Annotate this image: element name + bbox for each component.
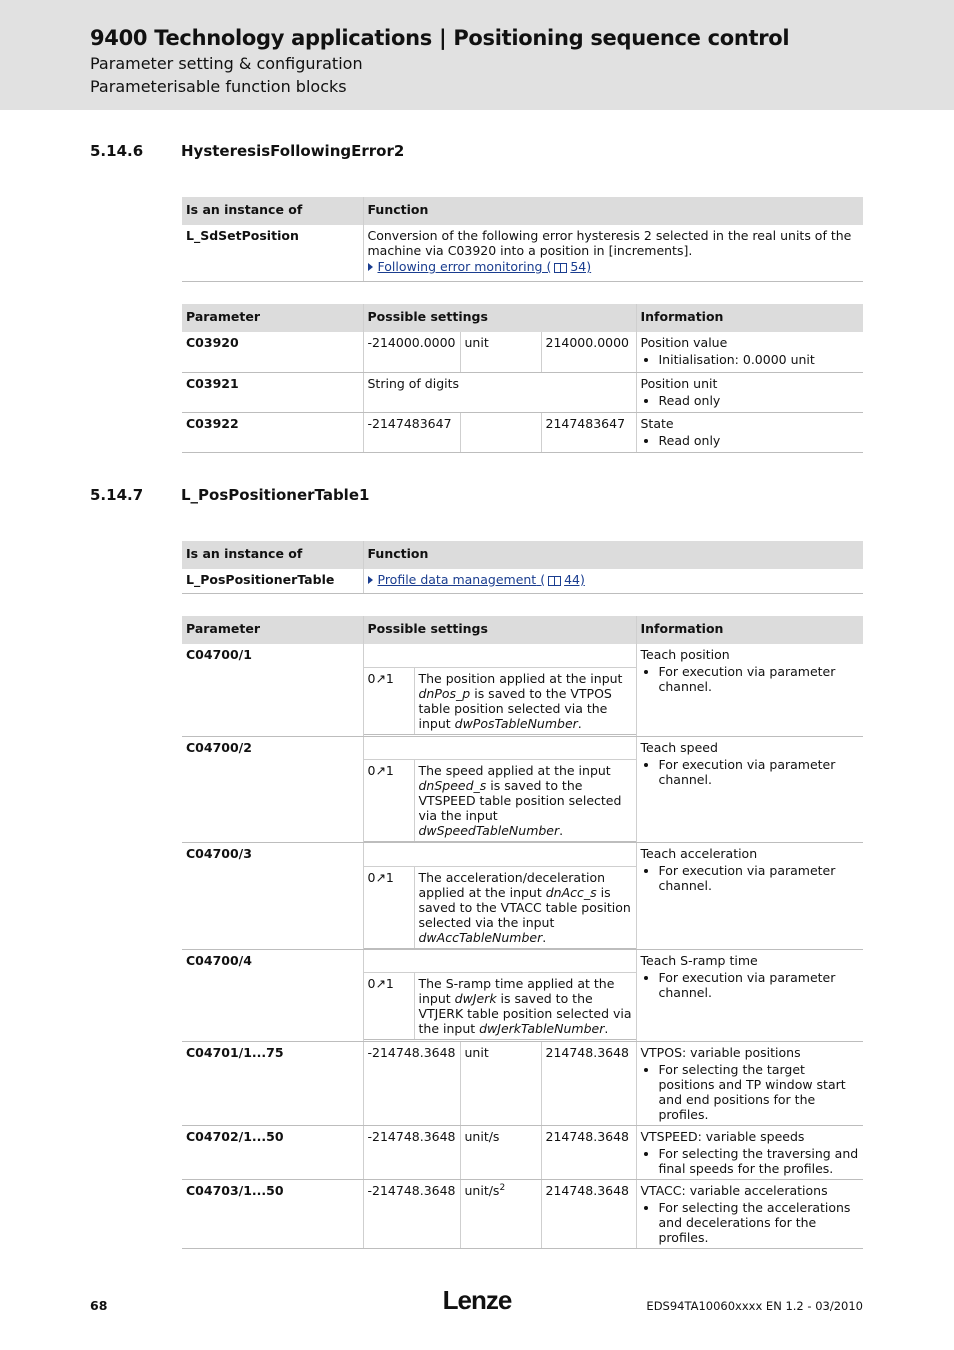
info-bullet: • For execution via parameter channel.	[659, 664, 860, 694]
param-max: 214000.0000	[541, 332, 636, 372]
profile-data-link[interactable]: Profile data management	[377, 572, 537, 587]
desc-text: .	[604, 1021, 609, 1036]
table-row	[182, 372, 863, 412]
unit-exponent: 2	[499, 1182, 506, 1193]
desc-text: .	[559, 823, 564, 838]
info-bullet: • For selecting the accelerations and decelerations for the profiles.	[659, 1200, 860, 1245]
desc-text: The position applied at the input	[418, 670, 623, 686]
setting-description	[414, 667, 636, 734]
unit-text: unit	[464, 1044, 489, 1060]
section-number: 5.14.6	[90, 142, 144, 160]
header-subtitle-1: Parameter setting & configuration	[90, 54, 363, 73]
param-code: C04701/1...75	[182, 1041, 363, 1125]
col-header-instance: Is an instance of	[182, 197, 363, 225]
section-heading-5-14-6	[90, 142, 404, 160]
param-unit	[460, 412, 541, 452]
param-unit	[460, 1125, 541, 1179]
instance-table-2	[182, 541, 863, 594]
info-bullet: • For selecting the target positions and TP window start and end positions for the profiles.	[659, 1062, 860, 1122]
param-info	[636, 372, 863, 412]
link-arrow-icon	[368, 576, 373, 584]
param-min: -2147483647	[363, 412, 460, 452]
info-title: Position value	[640, 335, 728, 350]
link-page-ref[interactable]: 54)	[570, 259, 592, 274]
col-header-settings: Possible settings	[363, 616, 636, 644]
info-title: VTACC: variable accelerations	[640, 1182, 828, 1198]
param-code: C04702/1...50	[182, 1125, 363, 1179]
col-header-parameter: Parameter	[182, 304, 363, 332]
desc-input-name: dwAccTableNumber	[418, 929, 543, 945]
desc-text: is saved to the VTJERK table position selected via the input	[418, 991, 632, 1036]
setting-description	[414, 973, 636, 1040]
header-subtitle-2: Parameterisable function blocks	[90, 77, 347, 96]
desc-input-name: dnSpeed_s	[418, 778, 487, 793]
param-max: 2147483647	[541, 412, 636, 452]
info-bullet: • Initialisation: 0.0000 unit	[659, 352, 860, 367]
param-info	[636, 332, 863, 372]
info-bullet: • Read only	[659, 433, 860, 448]
param-code: C04700/1	[182, 644, 363, 736]
info-bullet: • For execution via parameter channel.	[659, 863, 860, 893]
table-row	[182, 412, 863, 452]
param-unit	[460, 1041, 541, 1125]
col-header-function: Function	[363, 197, 863, 225]
section-number: 5.14.7	[90, 486, 144, 504]
info-bullet: • For selecting the traversing and final speeds for the profiles.	[659, 1146, 860, 1176]
table-row	[182, 949, 863, 1041]
param-setting	[363, 949, 636, 1041]
following-error-link[interactable]: Following error monitoring	[377, 259, 543, 274]
instance-table-1	[182, 197, 863, 282]
section-title: L_PosPositionerTable1	[181, 486, 370, 504]
param-code: C04700/2	[182, 736, 363, 843]
desc-input-name: dwSpeedTableNumber	[418, 823, 560, 838]
unit-text: unit/s	[464, 1128, 500, 1144]
desc-text: The acceleration/deceleration applied at the input	[418, 869, 606, 900]
param-min: -214748.3648	[363, 1041, 460, 1125]
desc-text: is saved to the VTACC table position selected via the input	[418, 884, 631, 930]
param-setting: String of digits	[363, 372, 636, 412]
desc-input-name: dnPos_p	[418, 685, 471, 701]
param-info	[636, 1179, 863, 1248]
function-cell: Conversion of the following error hysteresis 2 selected in the real units of the machine via C03920 into a position in [increments]. Following error monitoring ( 54)	[363, 225, 863, 281]
unit-text: unit/s	[464, 1182, 500, 1198]
info-title: Teach position	[640, 647, 730, 662]
table-row	[182, 332, 863, 372]
document-id: EDS94TA10060xxxx EN 1.2 - 03/2010	[646, 1299, 863, 1313]
param-unit: unit	[460, 332, 541, 372]
param-code: C03921	[182, 372, 363, 412]
page-number: 68	[90, 1298, 108, 1313]
switch-value: 0↗1	[364, 760, 415, 842]
param-setting	[363, 644, 636, 736]
info-title: Teach S-ramp time	[640, 952, 758, 968]
param-code: C04703/1...50	[182, 1179, 363, 1248]
col-header-information: Information	[636, 304, 863, 332]
desc-text: .	[577, 715, 582, 731]
param-info	[636, 949, 863, 1041]
param-info	[636, 412, 863, 452]
info-title: VTPOS: variable positions	[640, 1044, 801, 1060]
col-header-parameter: Parameter	[182, 616, 363, 644]
param-max: 214748.3648	[541, 1125, 636, 1179]
info-title: VTSPEED: variable speeds	[640, 1128, 805, 1144]
info-bullet: • For execution via parameter channel.	[659, 757, 860, 787]
link-page-ref[interactable]: 44)	[564, 572, 585, 587]
info-title: Teach speed	[640, 739, 718, 755]
desc-text: is saved to the VTSPEED table position selected via the input	[418, 778, 622, 823]
switch-value: 0↗1	[364, 973, 415, 1040]
setting-description	[414, 866, 636, 948]
desc-input-name: dwJerkTableNumber	[479, 1021, 605, 1036]
param-min: -214748.3648	[363, 1125, 460, 1179]
param-unit	[460, 1179, 541, 1248]
param-info	[636, 644, 863, 736]
section-title: HysteresisFollowingError2	[181, 142, 405, 160]
book-icon	[548, 576, 561, 586]
param-max: 214748.3648	[541, 1041, 636, 1125]
page-header	[0, 0, 954, 110]
param-info	[636, 843, 863, 950]
desc-input-name: dnAcc_s	[545, 884, 597, 900]
info-bullet: • For execution via parameter channel.	[659, 970, 860, 1000]
param-min: -214000.0000	[363, 332, 460, 372]
info-title: Teach acceleration	[640, 846, 758, 861]
setting-description	[414, 760, 636, 842]
lenze-logo	[438, 1284, 516, 1316]
param-min: -214748.3648	[363, 1179, 460, 1248]
param-info	[636, 736, 863, 843]
link-arrow-icon	[368, 263, 373, 271]
instance-name: L_SdSetPosition	[182, 225, 363, 281]
instance-name: L_PosPositionerTable	[182, 569, 363, 593]
param-max: 214748.3648	[541, 1179, 636, 1248]
desc-text: .	[542, 929, 547, 945]
table-row	[182, 843, 863, 950]
book-icon	[554, 263, 567, 273]
switch-value: 0↗1	[364, 667, 415, 734]
table-row	[182, 1179, 863, 1248]
info-title: Position unit	[640, 375, 718, 391]
table-row	[182, 1041, 863, 1125]
param-table-1	[182, 304, 863, 453]
col-header-settings: Possible settings	[363, 304, 636, 332]
function-cell: Profile data management ( 44)	[363, 569, 863, 593]
table-row	[182, 644, 863, 736]
table-row	[182, 736, 863, 843]
desc-input-name: dwPosTableNumber	[454, 715, 578, 731]
svg-text:Lenze: Lenze	[442, 1285, 512, 1315]
col-header-information: Information	[636, 616, 863, 644]
desc-input-name: dwJerk	[454, 991, 497, 1006]
switch-value: 0↗1	[364, 866, 415, 948]
param-info	[636, 1125, 863, 1179]
param-code: C04700/3	[182, 843, 363, 950]
param-code: C03922	[182, 412, 363, 452]
param-table-2	[182, 616, 863, 1249]
param-info	[636, 1041, 863, 1125]
desc-text: is saved to the VTPOS table position selected via the input	[418, 685, 612, 731]
header-title: 9400 Technology applications | Positioning sequence control	[90, 26, 790, 50]
desc-text: The speed applied at the input	[418, 763, 611, 778]
param-code: C04700/4	[182, 949, 363, 1041]
info-title: State	[640, 415, 674, 431]
function-text: Conversion of the following error hysteresis 2 selected in the real units of the machine via C03920 into a position in [increments].	[367, 228, 852, 258]
section-heading-5-14-7	[90, 486, 369, 504]
param-setting	[363, 736, 636, 843]
info-bullet: • Read only	[659, 393, 860, 408]
table-row	[182, 1125, 863, 1179]
param-setting	[363, 843, 636, 950]
param-code: C03920	[182, 332, 363, 372]
col-header-instance: Is an instance of	[182, 541, 363, 569]
desc-text: The S-ramp time applied at the input	[418, 976, 615, 1006]
col-header-function: Function	[363, 541, 863, 569]
